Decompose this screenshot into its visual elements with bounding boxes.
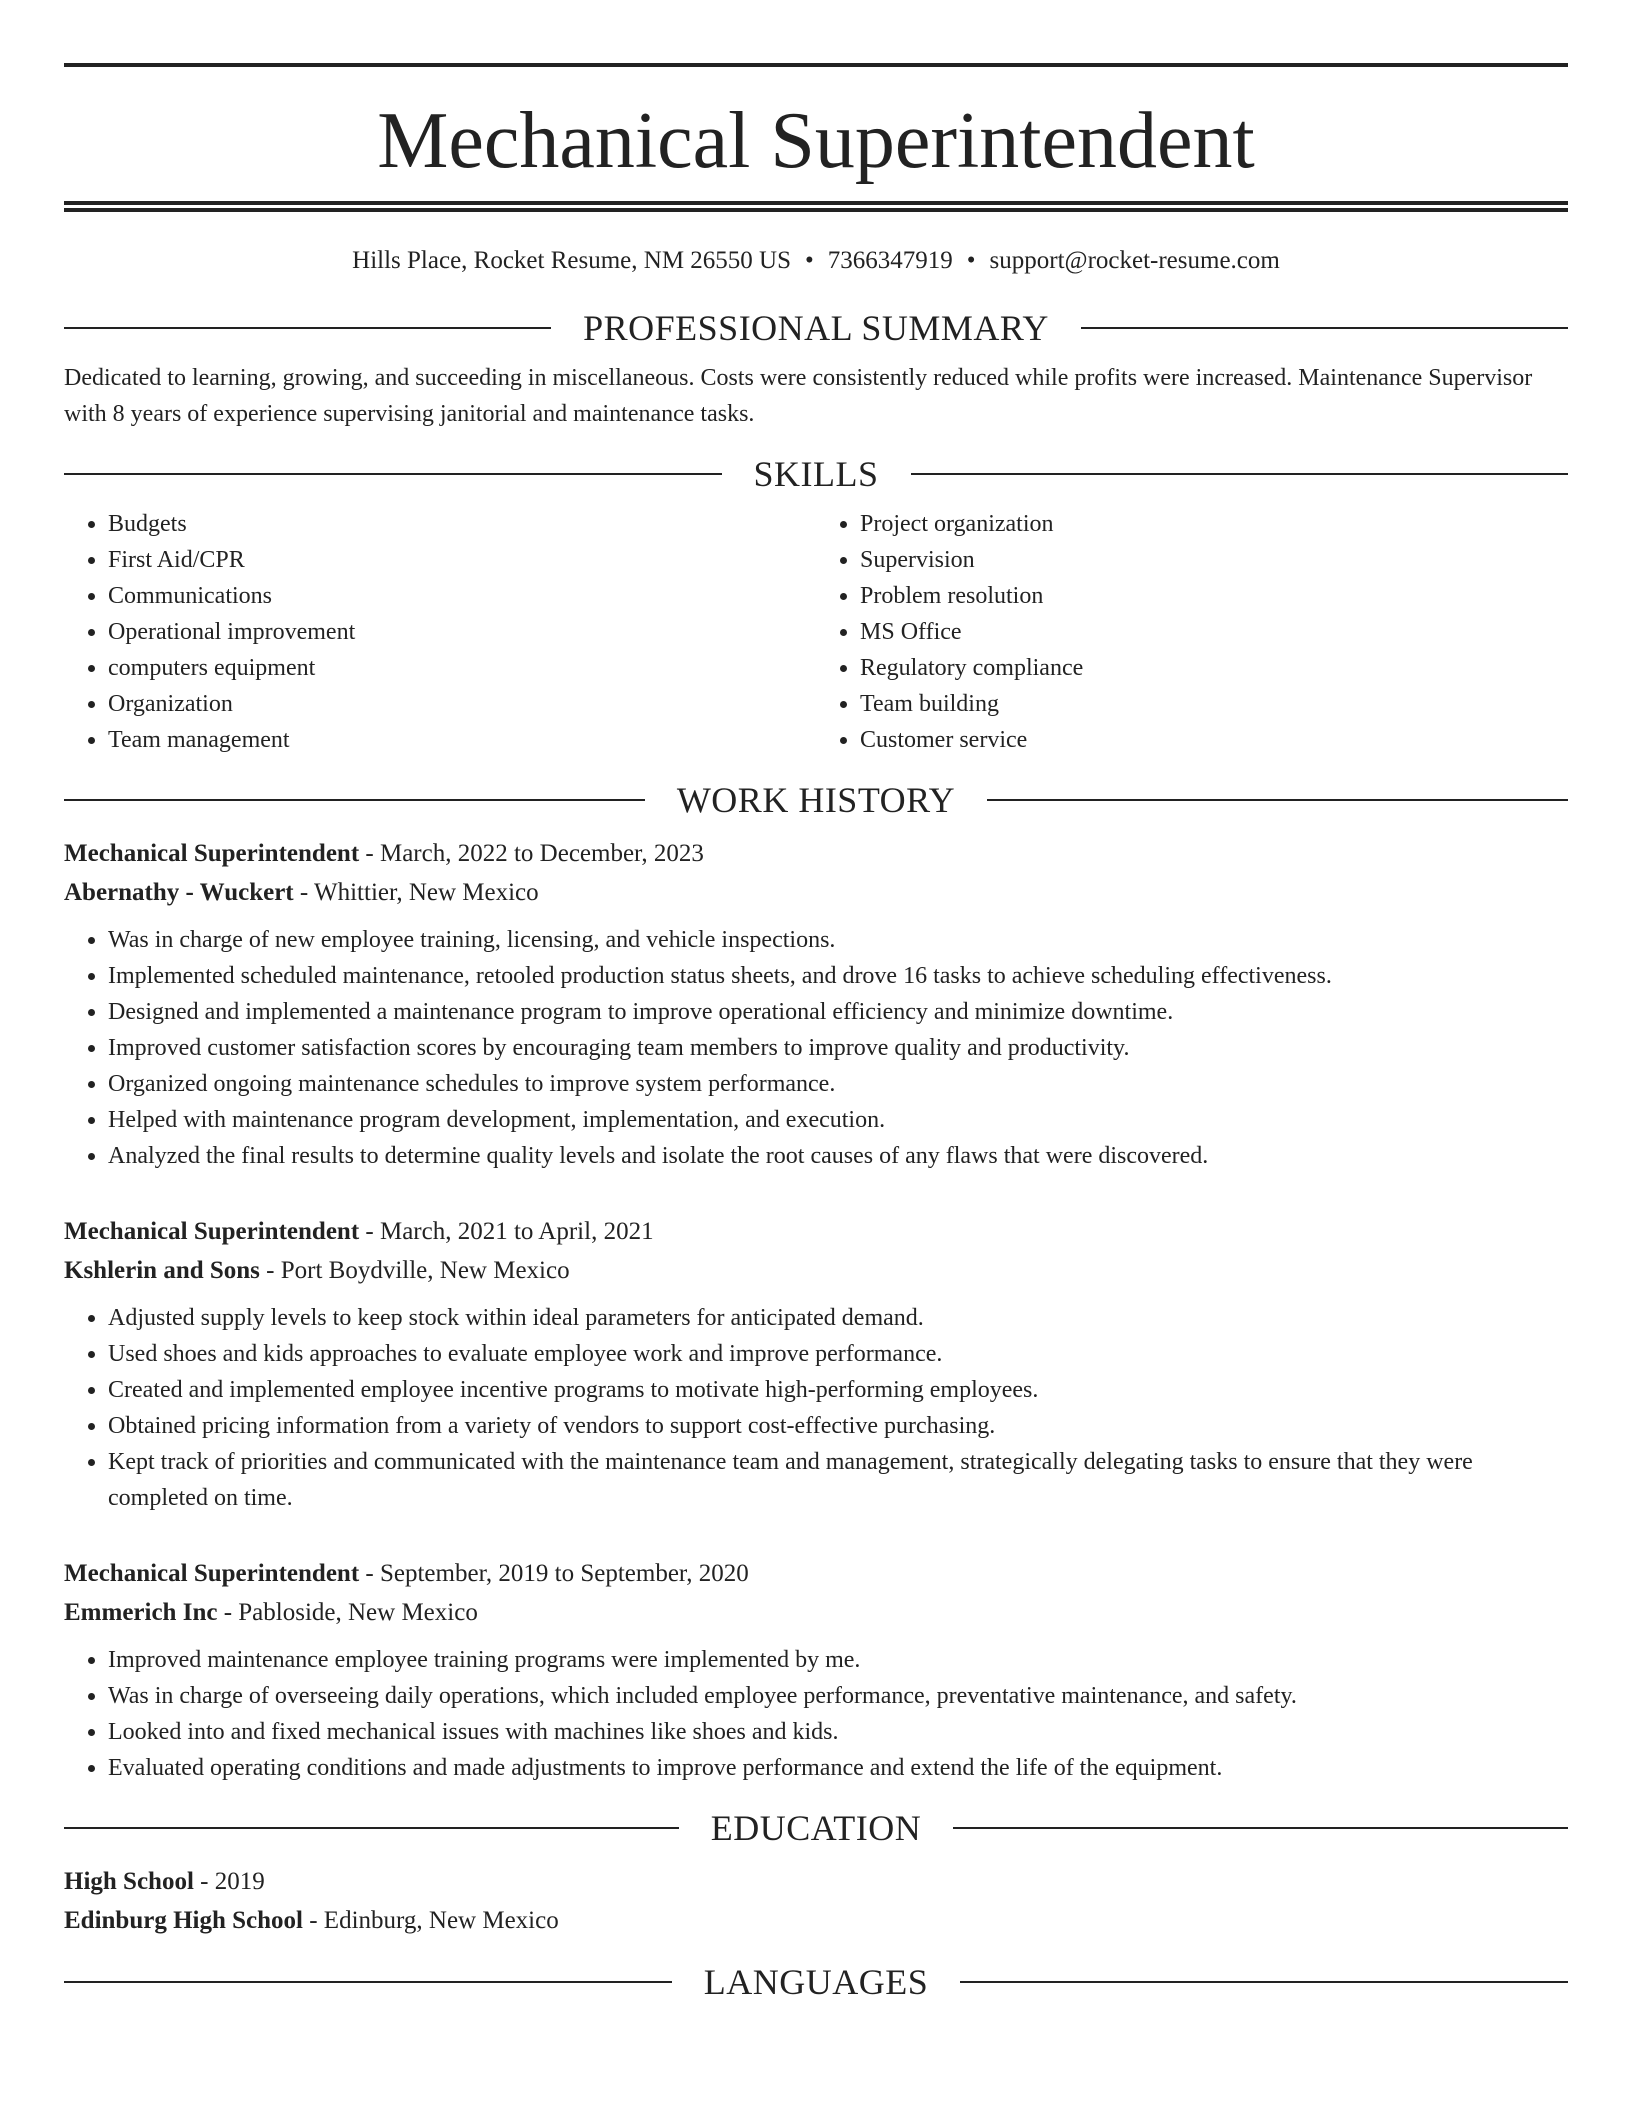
heading-rule: [64, 1827, 679, 1829]
job-bullet: • Organized ongoing maintenance schedules to improve system performance.: [108, 1066, 1568, 1102]
job-bullet: • Implemented scheduled maintenance, retooled production status sheets, and drove 16 tasks to achieve scheduling effectiveness.: [108, 958, 1568, 994]
job-entry: [64, 1554, 1568, 1786]
skills-list: [64, 506, 1568, 758]
job-bullets: [64, 922, 1568, 1174]
job-company: Emmerich Inc: [64, 1599, 218, 1626]
job-company: Kshlerin and Sons: [64, 1257, 260, 1284]
job-bullet: • Helped with maintenance program development, implementation, and execution.: [108, 1102, 1568, 1138]
heading-rule: [1081, 327, 1568, 329]
contact-phone: 7366347919: [827, 247, 953, 274]
job-bullet: • Analyzed the final results to determine quality levels and isolate the root causes of any flaws that were discovered.: [108, 1138, 1568, 1174]
contact-email: support@rocket-resume.com: [989, 247, 1280, 274]
job-bullet: • Obtained pricing information from a variety of vendors to support cost-effective purchasing.: [108, 1408, 1568, 1444]
section-title: EDUCATION: [710, 1808, 922, 1848]
education-school: Edinburg High School: [64, 1907, 303, 1934]
education-degree-line: [64, 1862, 1568, 1901]
job-title: Mechanical Superintendent: [64, 840, 360, 867]
job-location: - Whittier, New Mexico: [293, 879, 539, 906]
education-school-line: [64, 1901, 1568, 1940]
job-dates: - September, 2019 to September, 2020: [359, 1560, 749, 1587]
heading-rule: [953, 1827, 1568, 1829]
job-bullets: [64, 1300, 1568, 1516]
job-bullet: • Improved customer satisfaction scores by encouraging team members to improve quality and productivity.: [108, 1030, 1568, 1066]
job-bullet: • Designed and implemented a maintenance program to improve operational efficiency and minimize downtime.: [108, 994, 1568, 1030]
heading-rule: [960, 1981, 1568, 1983]
heading-rule: [987, 799, 1568, 801]
section-title: PROFESSIONAL SUMMARY: [583, 308, 1049, 348]
section-title: WORK HISTORY: [676, 780, 956, 820]
section-title: SKILLS: [753, 454, 879, 494]
skill-item: • Problem resolution: [860, 578, 1568, 614]
job-bullet: • Used shoes and kids approaches to evaluate employee work and improve performance.: [108, 1336, 1568, 1372]
skill-item: • Communications: [108, 578, 816, 614]
section-title: LANGUAGES: [703, 1962, 929, 2002]
section-heading-summary: [64, 308, 1568, 348]
skill-item: • Team management: [108, 722, 816, 758]
skill-item: • MS Office: [860, 614, 1568, 650]
skill-item: • Organization: [108, 686, 816, 722]
skill-item: • Regulatory compliance: [860, 650, 1568, 686]
job-bullet: • Was in charge of new employee training, licensing, and vehicle inspections.: [108, 922, 1568, 958]
skills-column-right: [816, 506, 1568, 758]
job-bullet: • Adjusted supply levels to keep stock within ideal parameters for anticipated demand.: [108, 1300, 1568, 1336]
job-company-line: [64, 873, 1568, 912]
skill-item: • Budgets: [108, 506, 816, 542]
skill-item: • Project organization: [860, 506, 1568, 542]
heading-rule: [64, 1981, 672, 1983]
job-bullet: • Looked into and fixed mechanical issues with machines like shoes and kids.: [108, 1714, 1568, 1750]
job-title-line: [64, 1212, 1568, 1251]
job-title-line: [64, 1554, 1568, 1593]
contact-address: Hills Place, Rocket Resume, NM 26550 US: [352, 247, 792, 274]
section-heading-education: [64, 1808, 1568, 1848]
double-rule: [64, 201, 1568, 212]
job-bullet: • Was in charge of overseeing daily operations, which included employee performance, preventative maintenance, and safety.: [108, 1678, 1568, 1714]
job-company-line: [64, 1251, 1568, 1290]
skill-item: • First Aid/CPR: [108, 542, 816, 578]
heading-rule: [64, 799, 645, 801]
contact-separator: •: [966, 247, 976, 274]
education-degree: High School: [64, 1868, 194, 1895]
education-entry: [64, 1862, 1568, 1940]
job-bullet: • Evaluated operating conditions and made adjustments to improve performance and extend the life of the equipment.: [108, 1750, 1568, 1786]
heading-rule: [64, 473, 722, 475]
skills-column-left: [64, 506, 816, 758]
job-dates: - March, 2022 to December, 2023: [359, 840, 704, 867]
section-heading-languages: [64, 1962, 1568, 2002]
job-location: - Pabloside, New Mexico: [217, 1599, 478, 1626]
job-entry: [64, 1212, 1568, 1516]
job-location: - Port Boydville, New Mexico: [259, 1257, 570, 1284]
job-bullet: • Kept track of priorities and communicated with the maintenance team and management, strategically delegating tasks to ensure that they were completed on time.: [108, 1444, 1568, 1516]
skill-item: • Team building: [860, 686, 1568, 722]
skill-item: • Supervision: [860, 542, 1568, 578]
job-bullet: • Created and implemented employee incentive programs to motivate high-performing employees.: [108, 1372, 1568, 1408]
job-bullet: • Improved maintenance employee training programs were implemented by me.: [108, 1642, 1568, 1678]
education-year: - 2019: [193, 1868, 265, 1895]
contact-separator: •: [805, 247, 814, 274]
job-bullets: [64, 1642, 1568, 1786]
job-entry: [64, 834, 1568, 1174]
job-company-line: [64, 1593, 1568, 1632]
job-company: Abernathy - Wuckert: [64, 879, 294, 906]
section-heading-skills: [64, 454, 1568, 494]
job-title: Mechanical Superintendent: [64, 1560, 360, 1587]
skill-item: • Customer service: [860, 722, 1568, 758]
education-location: - Edinburg, New Mexico: [302, 1907, 559, 1934]
skill-item: • Operational improvement: [108, 614, 816, 650]
resume-name: Mechanical Superintendent: [377, 97, 1255, 185]
summary-text: Dedicated to learning, growing, and succeeding in miscellaneous. Costs were consistently reduced while profits were increased. Maintenance Supervisor with 8 years of experience supervising janitorial and maintenance tasks.: [64, 365, 1533, 427]
top-rule: [64, 63, 1568, 67]
skill-item: • computers equipment: [108, 650, 816, 686]
heading-rule: [911, 473, 1569, 475]
heading-rule: [64, 327, 551, 329]
job-dates: - March, 2021 to April, 2021: [359, 1218, 654, 1245]
job-title: Mechanical Superintendent: [64, 1218, 360, 1245]
job-title-line: [64, 834, 1568, 873]
contact-line: [64, 246, 1568, 276]
section-heading-work: [64, 780, 1568, 820]
